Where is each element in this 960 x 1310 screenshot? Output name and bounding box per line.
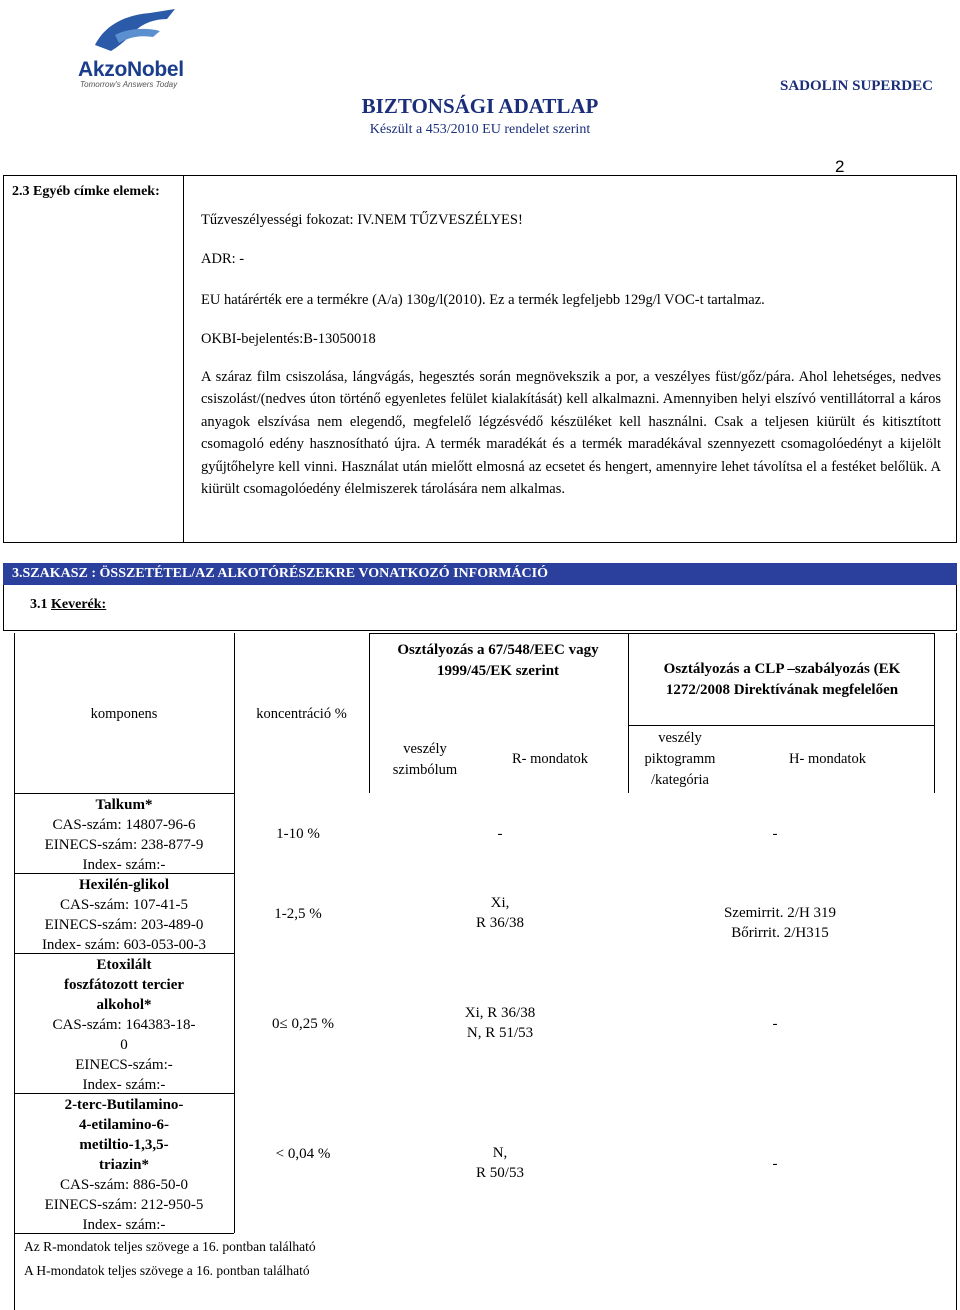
header-clp: Osztályozás a CLP –szabályozás (EK 1272/2008 Direktívának megfelelően [663, 661, 901, 698]
table-line [369, 633, 935, 634]
concentration-value: < 0,04 % [275, 1146, 331, 1162]
header-h-mondatok: H- mondatok [789, 751, 866, 767]
r-phrases-footnote: Az R-mondatok teljes szövege a 16. pontban található [24, 1239, 316, 1254]
product-name: SADOLIN SUPERDEC [780, 78, 933, 94]
concentration-value: 1-2,5 % [274, 906, 322, 922]
component-name: Hexilén-glikol [79, 877, 169, 893]
component-index: Index- szám: 603-053-00-3 [41, 937, 207, 953]
component-einecs: EINECS-szám: 238-877-9 [44, 837, 204, 853]
table-line [934, 633, 935, 793]
table-line [628, 633, 629, 793]
mixture-number: 3.1 [30, 597, 51, 612]
component-index: Index- szám:- [82, 857, 166, 873]
section-2-3-divider [183, 175, 184, 543]
logo-tagline: Tomorrow's Answers Today [80, 80, 178, 89]
okbi-line: OKBI-bejelentés:B-13050018 [201, 331, 376, 347]
clp-value: Szemirrit. 2/H 319 Bőrirrit. 2/H315 [723, 905, 837, 941]
section-3-1-box [3, 585, 957, 631]
component-name: Etoxilált foszfátozott tercier alkohol* [63, 957, 185, 1013]
eec-value: - [497, 826, 503, 842]
component-einecs: EINECS-szám: 203-489-0 [44, 917, 204, 933]
component-index: Index- szám:- [82, 1077, 166, 1093]
section-3-heading: 3.SZAKASZ : ÖSSZETÉTEL/AZ ALKOTÓRÉSZEKRE VONATKOZÓ INFORMÁCIÓ [12, 566, 548, 581]
concentration-value: 0≤ 0,25 % [272, 1016, 334, 1032]
mixture-text: Keverék: [51, 597, 107, 612]
component-einecs: EINECS-szám:- [75, 1057, 173, 1073]
header-r-mondatok: R- mondatok [511, 751, 589, 767]
voc-line: EU határérték ere a termékre (A/a) 130g/l(2010). Ez a termék legfeljebb 129g/l VOC-t tartalmaz. [201, 292, 765, 308]
eec-value: Xi, R 36/38 N, R 51/53 [464, 1005, 536, 1041]
clp-value: - [772, 826, 778, 842]
table-row [14, 875, 234, 955]
h-phrases-footnote: A H-mondatok teljes szövege a 16. pontban található [24, 1263, 310, 1278]
table-line [234, 793, 235, 1233]
header-eec: Osztályozás a 67/548/EEC vagy 1999/45/EK szerint [397, 642, 599, 679]
clp-value: - [772, 1156, 778, 1172]
header-koncentracio: koncentráció % [256, 706, 347, 722]
logo-text: AkzoNobel [78, 58, 184, 81]
handling-paragraph: A száraz film csiszolása, lángvágás, hegesztés során megnövekszik a por, a veszélyes füst/gőz/pára. Ahol lehetséges, nedves csiszolást/(nedves úton történő egyenletes felület kialakítását) kell alkalmazni. Amennyiben helyi elszívó ventillátorral a káros anyagok elszívása nem elegendő, megfelelő légzésvédő készüléket kell használni. Csak a teljesen kiürült és kitisztított csomagoló edény hasznosítható újra. A termék maradékát és a termék maradékával szennyezett csomagolóedényt a kijelölt gyűjtőhelyre kell vinni. Használat után mielőtt elmosná az ecsetet és hengert, amennyire lehet távolítsa el a festéket belőlük. A kiürült csomagolóedény élelmiszerek tárolására nem alkalmas. [201, 369, 941, 498]
eec-value: N, R 50/53 [476, 1145, 524, 1181]
table-line [628, 725, 935, 726]
table-row [14, 1095, 234, 1235]
component-index: Index- szám:- [82, 1217, 166, 1233]
header-komponens: komponens [90, 706, 158, 722]
component-cas: CAS-szám: 164383-18- 0 [52, 1017, 196, 1053]
table-line [14, 793, 234, 794]
component-cas: CAS-szám: 14807-96-6 [52, 817, 196, 833]
header-piktogram: veszély piktogramm /kategória [644, 730, 716, 788]
table-row [14, 955, 234, 1095]
component-name: Talkum* [95, 797, 153, 813]
clp-value: - [772, 1016, 778, 1032]
figure-icon [55, 5, 190, 65]
component-name: 2-terc-Butilamino- 4-etilamino-6- metiltio-1,3,5- triazin* [64, 1097, 184, 1173]
component-einecs: EINECS-szám: 212-950-5 [44, 1197, 204, 1213]
document-title: BIZTONSÁGI ADATLAP [361, 94, 599, 118]
component-cas: CAS-szám: 886-50-0 [60, 1177, 188, 1193]
component-cas: CAS-szám: 107-41-5 [60, 897, 188, 913]
concentration-value: 1-10 % [276, 826, 320, 842]
mixture-label [30, 597, 106, 613]
document-subtitle: Készült a 453/2010 EU rendelet szerint [369, 122, 591, 137]
adr-line: ADR: - [201, 251, 245, 267]
table-row [14, 795, 234, 875]
section-2-3-label: 2.3 Egyéb címke elemek: [12, 184, 160, 199]
fire-class-line: Tűzveszélyességi fokozat: IV.NEM TŰZVESZÉLYES! [201, 212, 523, 228]
header-veszely-szimbolum: veszély szimbólum [392, 741, 458, 778]
page-number: 2 [835, 157, 845, 176]
eec-value: Xi, R 36/38 [476, 895, 524, 931]
